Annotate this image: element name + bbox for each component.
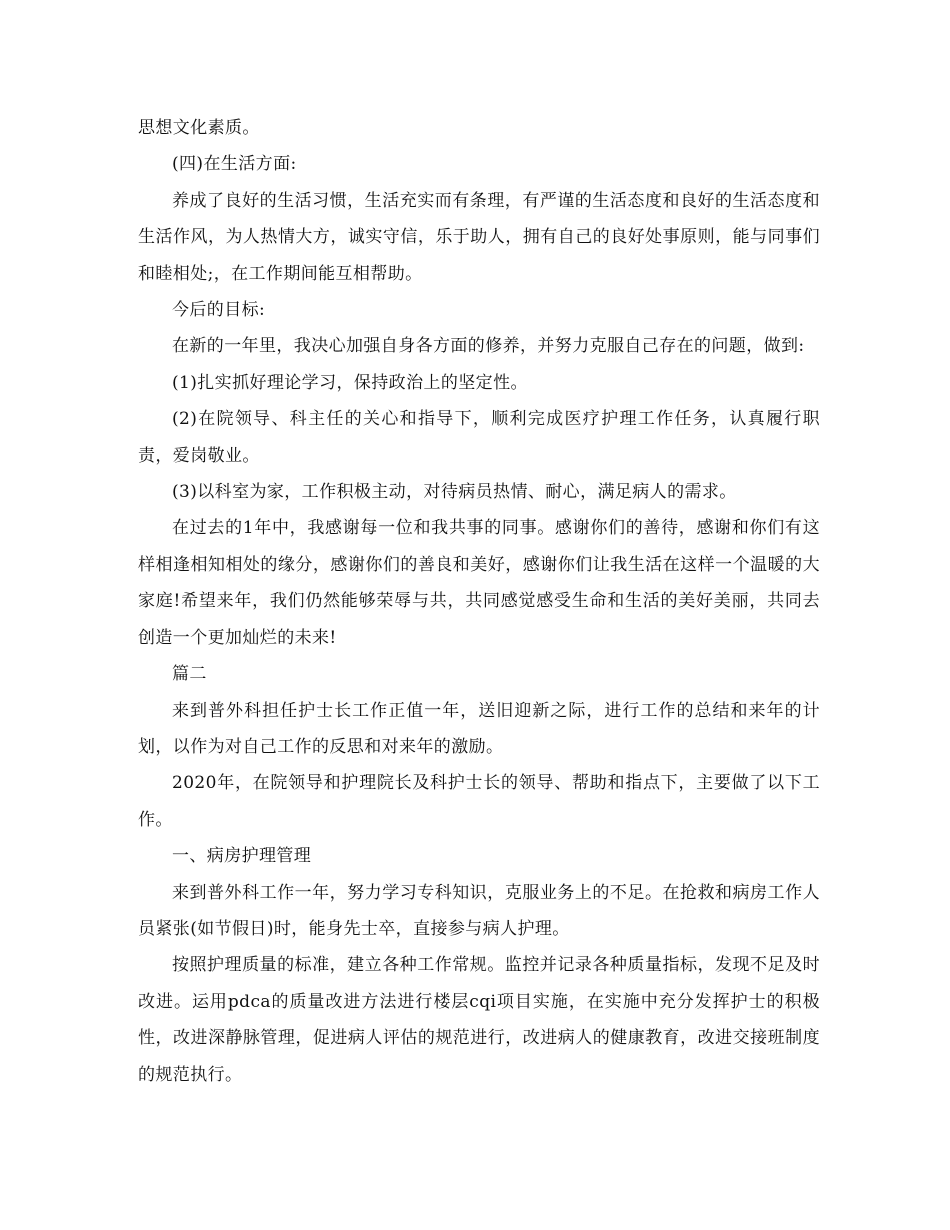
paragraph: (1)扎实抓好理论学习，保持政治上的坚定性。: [172, 372, 528, 393]
paragraph: 按照护理质量的标准，建立各种工作常规。监控并记录各种质量指标，发现不足及时改进。运用pdca的质量改进方法进行楼层cqi项目实施，在实施中充分发挥护士的积极性，改进深静脉管理，促进病人评估的规范进行，改进病人的健康教育，改进交接班制度的规范执行。: [138, 955, 820, 1085]
paragraph: (2)在院领导、科主任的关心和指导下，顺利完成医疗护理工作任务，认真履行职责，爱岗敬业。: [138, 409, 820, 466]
paragraph: 养成了良好的生活习惯，生活充实而有条理，有严谨的生活态度和良好的生活态度和生活作风，为人热情大方，诚实守信，乐于助人，拥有自己的良好处事原则，能与同事们和睦相处;，在工作期间能互相帮助。: [138, 190, 820, 284]
paragraph: 在新的一年里，我决心加强自身各方面的修养，并努力克服自己存在的问题，做到:: [172, 336, 805, 357]
paragraph: 来到普外科工作一年，努力学习专科知识，克服业务上的不足。在抢救和病房工作人员紧张(如节假日)时，能身先士卒，直接参与病人护理。: [138, 882, 820, 939]
paragraph: (3)以科室为家，工作积极主动，对待病员热情、耐心，满足病人的需求。: [172, 482, 737, 503]
document-body: [138, 110, 820, 1093]
paragraph: 思想文化素质。: [138, 118, 260, 138]
section-heading: 篇二: [172, 664, 207, 685]
paragraph: (四)在生活方面:: [172, 154, 297, 175]
paragraph: 在过去的1年中，我感谢每一位和我共事的同事。感谢你们的善待，感谢和你们有这样相逢相知相处的缘分，感谢你们的善良和美好，感谢你们让我生活在这样一个温暖的大家庭!希望来年，我们仍然能够荣辱与共，共同感觉感受生命和生活的美好美丽，共同去创造一个更加灿烂的未来!: [138, 518, 820, 648]
section-heading: 一、病房护理管理: [172, 846, 312, 867]
paragraph: 2020年，在院领导和护理院长及科护士长的领导、帮助和指点下，主要做了以下工作。: [138, 773, 820, 830]
paragraph: 来到普外科担任护士长工作正值一年，送旧迎新之际，进行工作的总结和来年的计划，以作为对自己工作的反思和对来年的激励。: [138, 700, 820, 757]
paragraph: 今后的目标:: [172, 300, 266, 321]
